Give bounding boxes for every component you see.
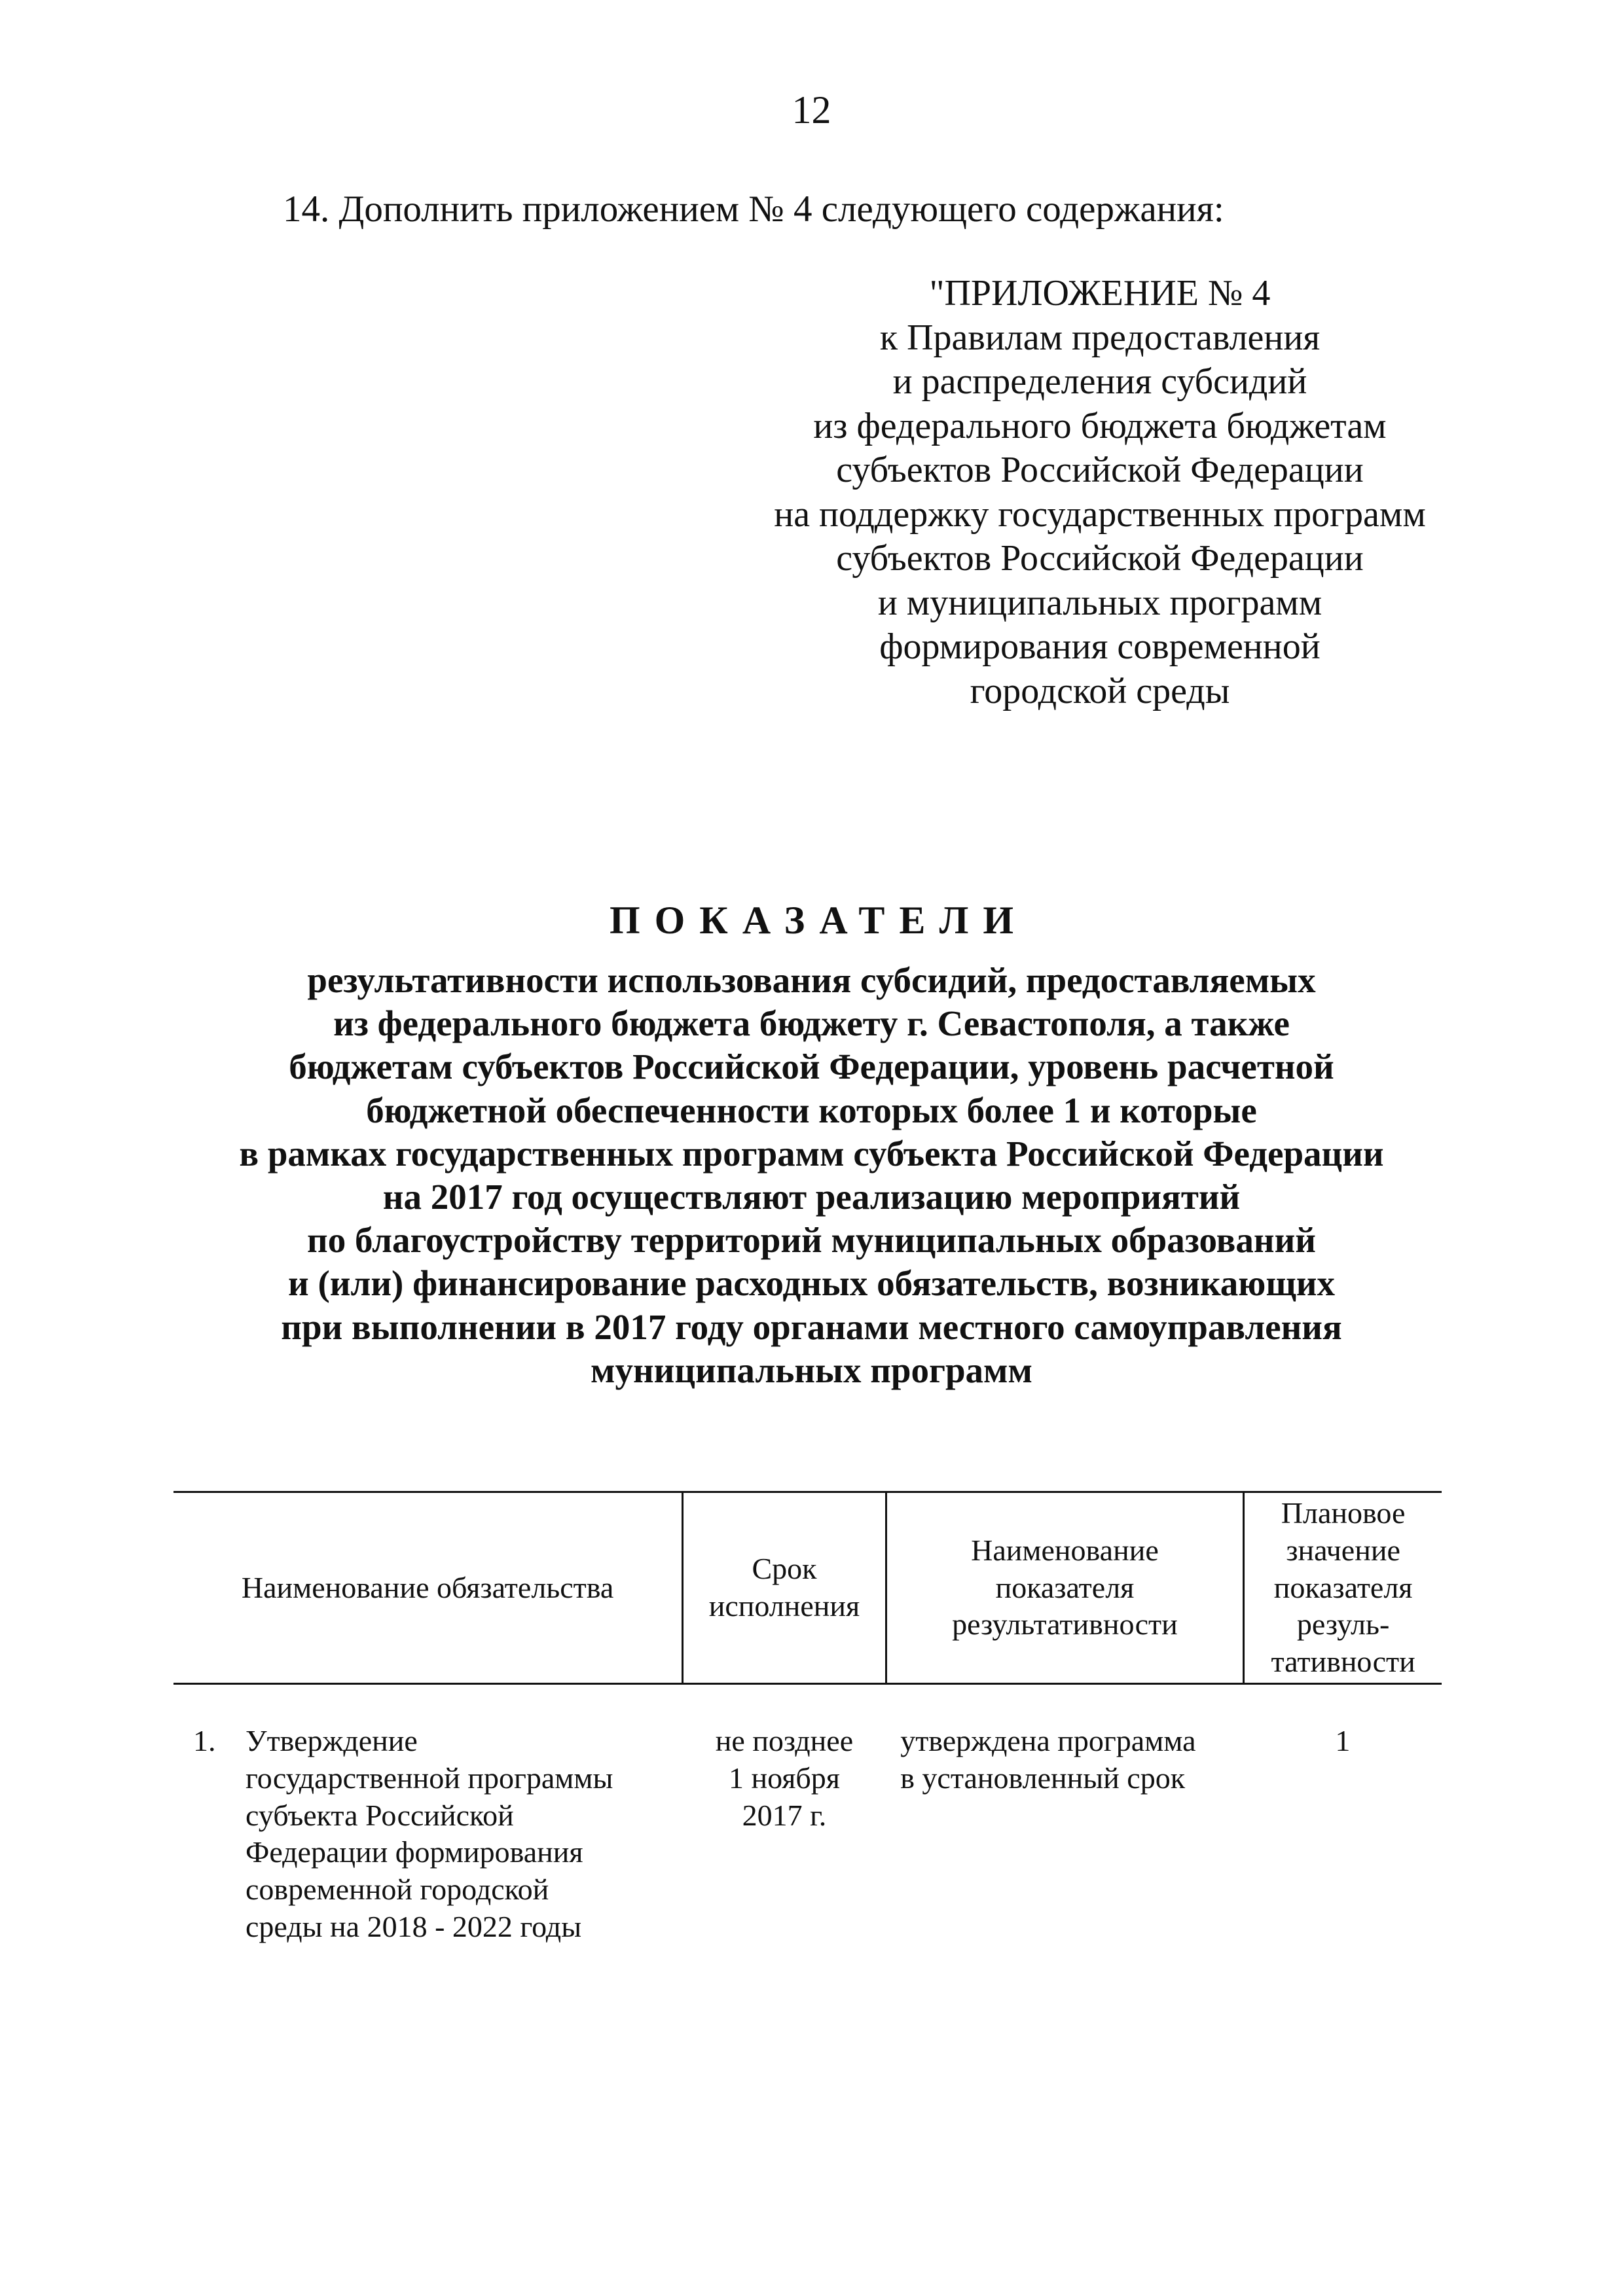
cell-line: современной городской — [246, 1873, 549, 1907]
subtitle-line: бюджетам субъектов Российской Федерации, уровень расчетной — [289, 1047, 1334, 1087]
header-text: исполнения — [708, 1589, 860, 1623]
header-indicator-name — [886, 1492, 1244, 1684]
header-text: резуль- — [1296, 1607, 1390, 1641]
page-number: 12 — [792, 88, 831, 132]
cell-line: Утверждение — [246, 1724, 418, 1757]
appendix-header-line: субъектов Российской Федерации — [836, 450, 1364, 490]
header-text: Срок — [752, 1552, 817, 1586]
subtitle-line: по благоустройству территорий муниципальных образований — [307, 1220, 1316, 1261]
cell-line: Федерации формирования — [246, 1835, 583, 1869]
cell-deadline — [683, 1684, 886, 1946]
subtitle-line: и (или) финансирование расходных обязательств, возникающих — [288, 1263, 1335, 1304]
cell-indicator — [886, 1684, 1244, 1946]
header-text: показателя — [995, 1570, 1135, 1604]
planned-value: 1 — [1335, 1724, 1351, 1757]
subtitle-line: из федерального бюджета бюджету г. Севастополя, а также — [333, 1003, 1290, 1044]
appendix-header-line: на поддержку государственных программ — [774, 493, 1426, 535]
cell-line: не позднее — [715, 1724, 854, 1757]
appendix-header-line: и муниципальных программ — [877, 582, 1322, 623]
appendix-header-line: к Правилам предоставления — [879, 317, 1321, 358]
indicators-table — [173, 1491, 1442, 1946]
appendix-header-line: и распределения субсидий — [892, 361, 1307, 402]
header-text: Наименование обязательства — [241, 1570, 614, 1604]
cell-line: 2017 г. — [742, 1798, 827, 1832]
table-row — [173, 1684, 1442, 1946]
appendix-header — [694, 272, 1506, 713]
header-text: значение — [1286, 1533, 1400, 1567]
cell-obligation — [173, 1684, 683, 1946]
subtitle-line: в рамках государственных программ субъекта Российской Федерации — [239, 1133, 1384, 1174]
appendix-header-line: субъектов Российской Федерации — [836, 538, 1364, 579]
header-deadline — [683, 1492, 886, 1684]
header-planned-value — [1244, 1492, 1442, 1684]
cell-line: субъекта Российской — [246, 1798, 514, 1832]
subtitle-line: бюджетной обеспеченности которых более 1 и которые — [366, 1090, 1257, 1130]
subtitle-line: результативности использования субсидий, предоставляемых — [307, 960, 1316, 1000]
header-obligation-name — [173, 1492, 683, 1684]
cell-line: в установленный срок — [900, 1761, 1186, 1795]
document-title: ПОКАЗАТЕЛИ — [609, 899, 1029, 942]
subtitle-line: на 2017 год осуществляют реализацию мероприятий — [382, 1177, 1241, 1217]
cell-planned-value — [1244, 1684, 1442, 1946]
header-text: тативности — [1271, 1645, 1415, 1679]
row-number: 1. — [193, 1724, 216, 1757]
appendix-header-line: городской среды — [970, 670, 1230, 711]
cell-line: среды на 2018 - 2022 годы — [246, 1909, 582, 1943]
appendix-header-line: "ПРИЛОЖЕНИЕ № 4 — [929, 273, 1271, 314]
cell-line: утверждена программа — [900, 1724, 1196, 1757]
document-subtitle — [0, 959, 1623, 1392]
subtitle-line: муниципальных программ — [591, 1350, 1032, 1390]
header-text: результативности — [952, 1607, 1178, 1641]
appendix-header-line: из федерального бюджета бюджетам — [813, 405, 1387, 446]
header-text: показателя — [1273, 1570, 1413, 1604]
subtitle-line: при выполнении в 2017 году органами местного самоуправления — [281, 1306, 1342, 1347]
amendment-clause: 14. Дополнить приложением № 4 следующего содержания: — [283, 188, 1224, 230]
header-text: Плановое — [1281, 1496, 1406, 1530]
table-header-row — [173, 1492, 1442, 1684]
cell-line: государственной программы — [246, 1761, 613, 1795]
appendix-header-line: формирования современной — [879, 626, 1321, 667]
header-text: Наименование — [971, 1533, 1159, 1567]
cell-line: 1 ноября — [728, 1761, 840, 1795]
obligation-name — [246, 1723, 651, 1946]
